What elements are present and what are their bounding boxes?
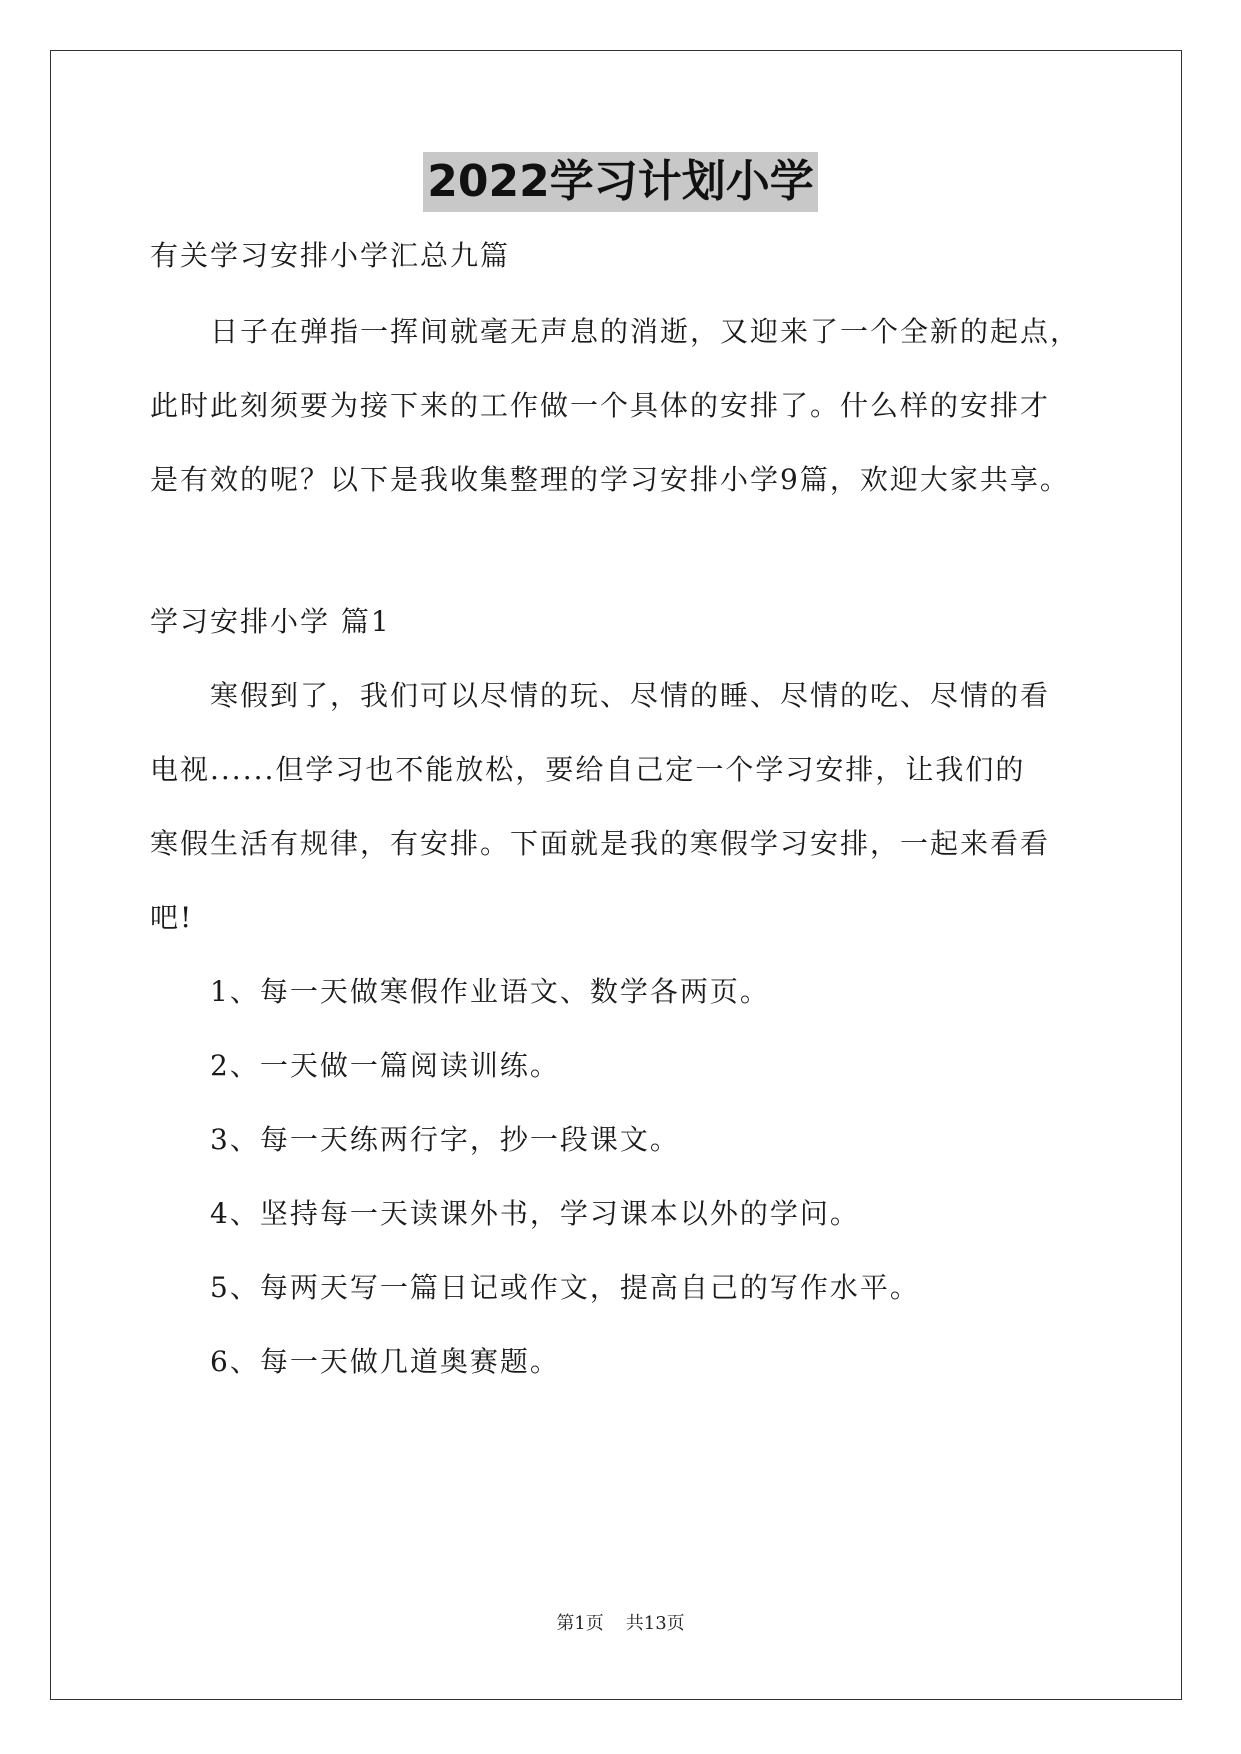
list-item: 4、坚持每一天读课外书，学习课本以外的学问。 xyxy=(210,1197,860,1230)
paragraph-line: 电视......但学习也不能放松，要给自己定一个学习安排，让我们的 xyxy=(150,753,1026,786)
page-number: 第1页 xyxy=(556,1613,604,1634)
document-subtitle: 有关学习安排小学汇总九篇 xyxy=(150,239,511,272)
title-container xyxy=(0,152,1241,212)
paragraph-line: 寒假到了，我们可以尽情的玩、尽情的睡、尽情的吃、尽情的看 xyxy=(210,679,1051,712)
list-item: 3、每一天练两行字，抄一段课文。 xyxy=(210,1123,680,1156)
paragraph-line: 寒假生活有规律，有安排。下面就是我的寒假学习安排，一起来看看 xyxy=(150,827,1051,860)
intro-line: 是有效的呢？以下是我收集整理的学习安排小学9篇，欢迎大家共享。 xyxy=(150,463,1070,496)
paragraph-line: 吧! xyxy=(150,901,194,934)
document-title: 2022学习计划小学 xyxy=(423,152,817,212)
list-item: 6、每一天做几道奥赛题。 xyxy=(210,1345,560,1378)
list-item: 5、每两天写一篇日记或作文，提高自己的写作水平。 xyxy=(210,1271,920,1304)
list-item: 2、一天做一篇阅读训练。 xyxy=(210,1049,560,1082)
intro-line: 日子在弹指一挥间就毫无声息的消逝，又迎来了一个全新的起点， xyxy=(210,315,1081,348)
page-total: 共13页 xyxy=(625,1613,685,1634)
section-heading: 学习安排小学 篇1 xyxy=(150,605,391,638)
intro-line: 此时此刻须要为接下来的工作做一个具体的安排了。什么样的安排才 xyxy=(150,389,1051,422)
list-item: 1、每一天做寒假作业语文、数学各两页。 xyxy=(210,975,770,1008)
page-footer xyxy=(0,1612,1241,1636)
page-border xyxy=(50,50,1182,1700)
